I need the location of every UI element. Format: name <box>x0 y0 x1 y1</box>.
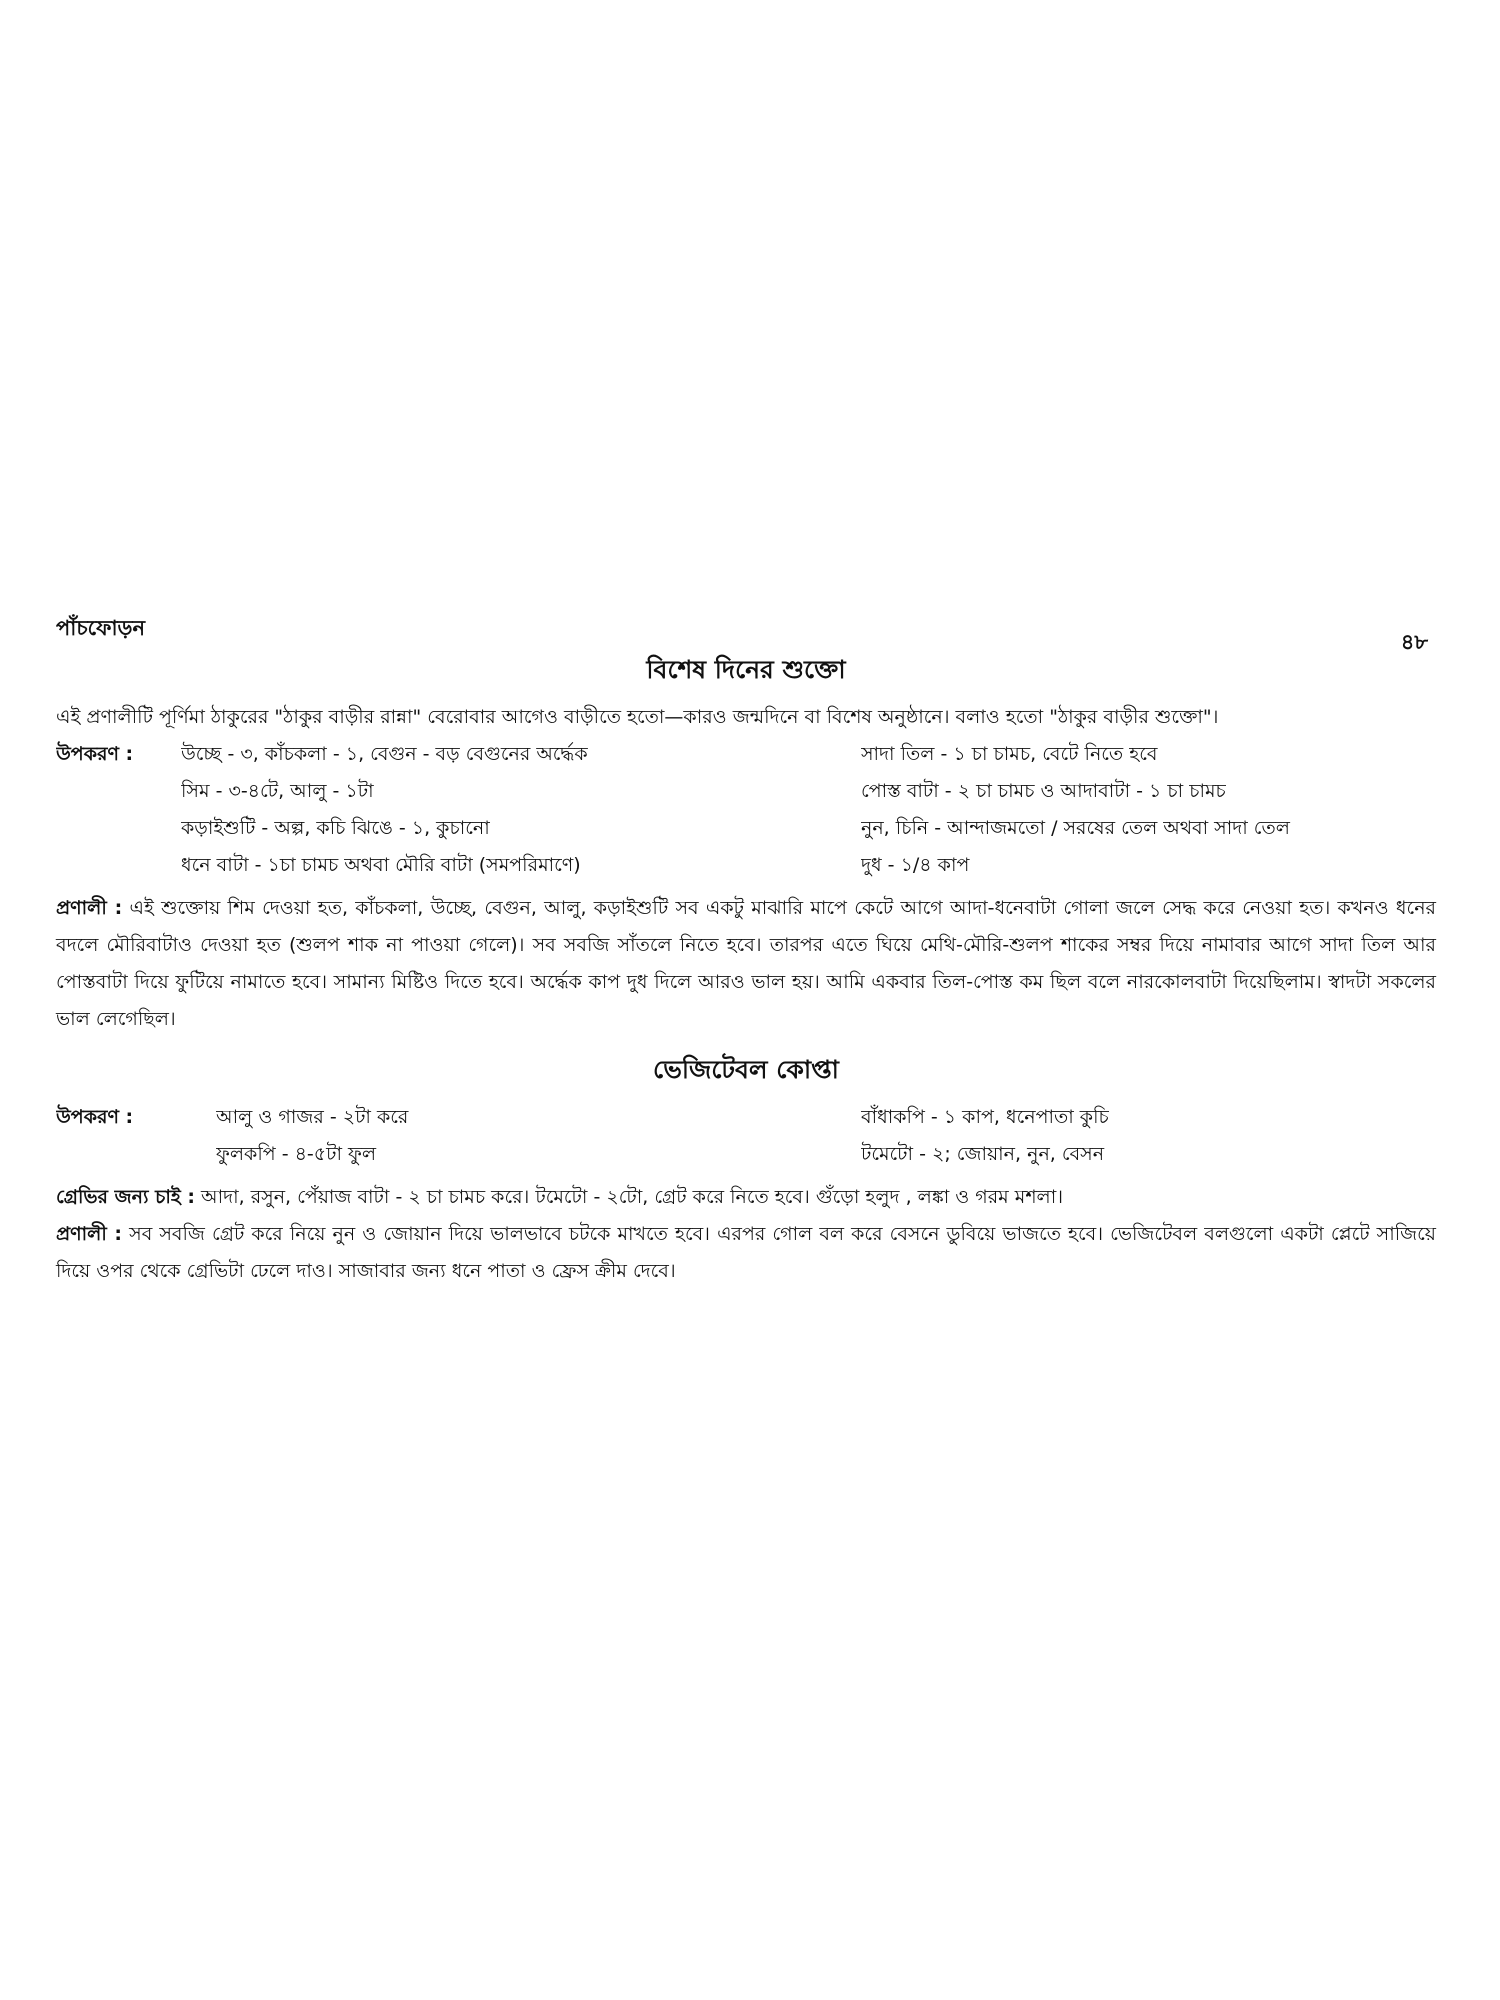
ingredient-item: পোস্ত বাটা - ২ চা চামচ ও আদাবাটা - ১ চা চামচ <box>861 780 1226 802</box>
gravy-line <box>56 1179 1436 1216</box>
book-title: পাঁচফোড়ন <box>56 616 146 640</box>
ingredient-item: ধনে বাটা - ১চা চামচ অথবা মৌরি বাটা (সমপরিমাণে) <box>181 854 581 876</box>
method-text: সব সবজি গ্রেট করে নিয়ে নুন ও জোয়ান দিয়ে ভালভাবে চটকে মাখতে হবে। এরপর গোল বল করে বেসনে ডুবিয়ে ভাজতে হবে। ভেজিটেবল বলগুলো একটা প্লেটে সাজিয়ে দিয়ে ওপর থেকে গ্রেভিটা ঢেলে দাও। সাজাবার জন্য ধনে পাতা ও ফ্রেস ক্রীম দেবে। <box>56 1223 1436 1282</box>
ingredients-list <box>56 1099 1436 1173</box>
ingredient-item: দুধ - ১/৪ কাপ <box>861 854 970 876</box>
recipe-title: বিশেষ দিনের শুক্তো <box>646 655 846 684</box>
ingredients-label: উপকরণ : <box>56 743 134 765</box>
method-paragraph <box>56 1216 1436 1290</box>
ingredient-item: আলু ও গাজর - ২টা করে <box>216 1106 409 1128</box>
ingredients-label: উপকরণ : <box>56 1106 134 1128</box>
ingredient-item: কড়াইশুটি - অল্প, কচি ঝিঙে - ১, কুচানো <box>181 817 490 839</box>
ingredient-item: টমেটো - ২; জোয়ান, নুন, বেসন <box>861 1143 1105 1165</box>
method-text: এই শুক্তোয় শিম দেওয়া হত, কাঁচকলা, উচ্ছে, বেগুন, আলু, কড়াইশুটি সব একটু মাঝারি মাপে কেটে আগে আদা-ধনেবাটা গোলা জলে সেদ্ধ করে নেওয়া হত। কখনও ধনের বদলে মৌরিবাটাও দেওয়া হত (শুলপ শাক না পাওয়া গেলে)। সব সবজি সাঁতলে নিতে হবে। তারপর এতে ঘিয়ে মেথি-মৌরি-শুলপ শাকের সম্বর দিয়ে নামাবার আগে সাদা তিল আর পোস্তবাটা দিয়ে ফুটিয়ে নামাতে হবে। সামান্য মিষ্টিও দিতে হবে। অর্দ্ধেক কাপ দুধ দিলে আরও ভাল হয়। আমি একবার তিল-পোস্ত কম ছিল বলে নারকোলবাটা দিয়েছিলাম। স্বাদটা সকলের ভাল লেগেছিল। <box>56 897 1436 1030</box>
gravy-text: আদা, রসুন, পেঁয়াজ বাটা - ২ চা চামচ করে। টমেটো - ২টো, গ্রেট করে নিতে হবে। গুঁড়ো হলুদ , লঙ্কা ও গরম মশলা। <box>200 1186 1064 1208</box>
ingredient-item: বাঁধাকপি - ১ কাপ, ধনেপাতা কুচি <box>861 1106 1109 1128</box>
recipe-shukto <box>56 650 1436 1038</box>
ingredients-list <box>56 736 1436 884</box>
ingredient-item: ফুলকপি - ৪-৫টা ফুল <box>216 1143 377 1165</box>
method-label: প্রণালী : <box>56 897 123 919</box>
ingredient-item: সিম - ৩-৪টে, আলু - ১টা <box>181 780 374 802</box>
recipe-title: ভেজিটেবল কোপ্তা <box>653 1055 839 1084</box>
recipe-vegetable-kofta <box>56 1050 1436 1290</box>
gravy-label: গ্রেভির জন্য চাই : <box>56 1186 195 1208</box>
recipe-intro: এই প্রণালীটি পূর্ণিমা ঠাকুরের "ঠাকুর বাড়ীর রান্না" বেরোবার আগেও বাড়ীতে হতো—কারও জন্মদিনে বা বিশেষ অনুষ্ঠানে। বলাও হতো "ঠাকুর বাড়ীর শুক্তো"। <box>56 706 1219 728</box>
page-number: ৪৮ <box>1400 630 1428 654</box>
method-label: প্রণালী : <box>56 1223 123 1245</box>
method-paragraph <box>56 890 1436 1038</box>
ingredient-item: উচ্ছে - ৩, কাঁচকলা - ১, বেগুন - বড় বেগুনের অর্দ্ধেক <box>181 743 588 765</box>
ingredient-item: নুন, চিনি - আন্দাজমতো / সরষের তেল অথবা সাদা তেল <box>861 817 1290 839</box>
ingredient-item: সাদা তিল - ১ চা চামচ, বেটে নিতে হবে <box>861 743 1158 765</box>
